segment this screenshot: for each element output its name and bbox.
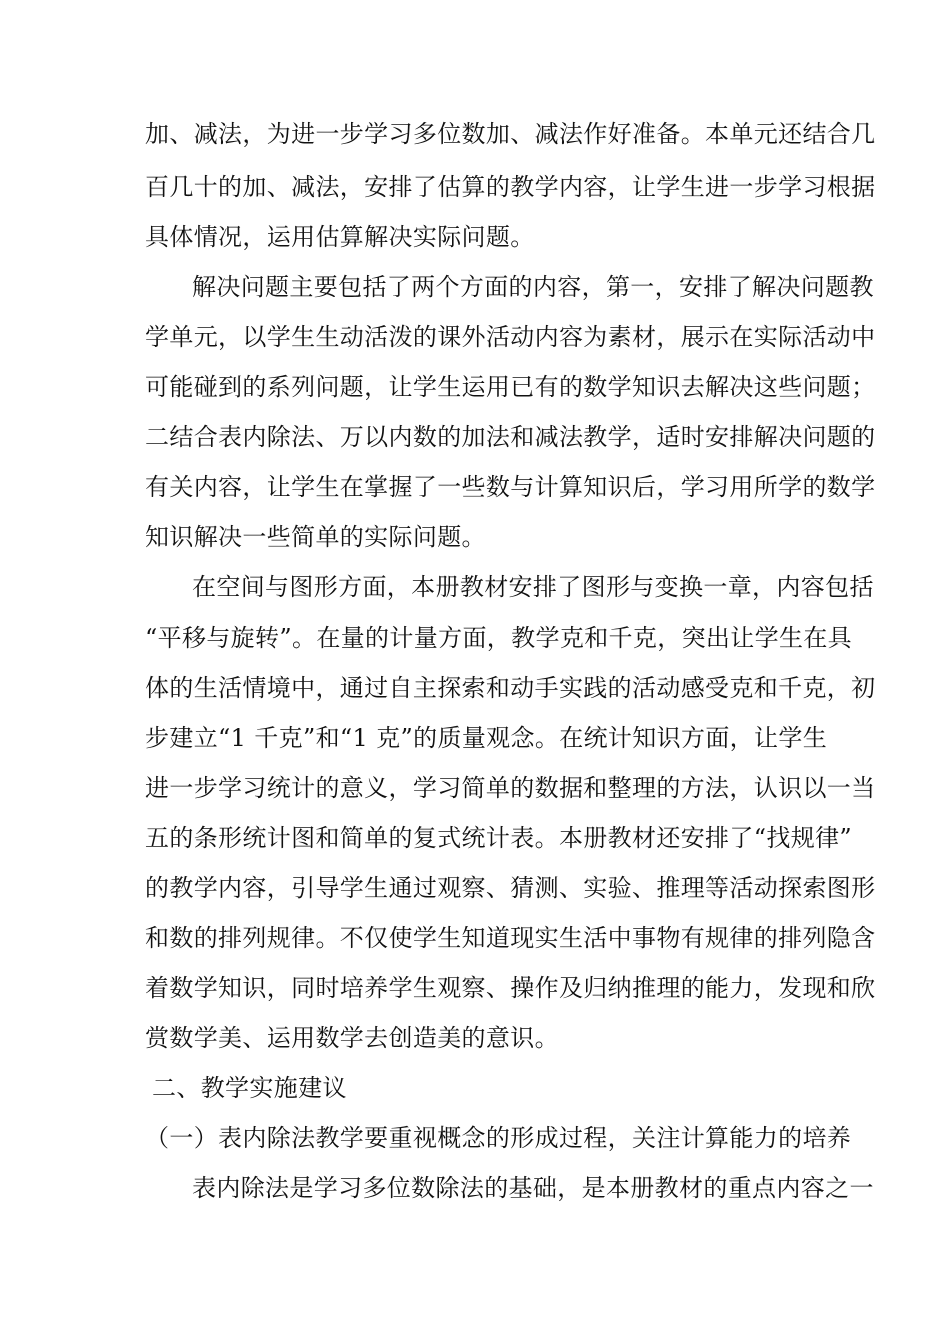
paragraph-2-line-5: 有关内容，让学生在掌握了一些数与计算知识后，学习用所学的数学	[145, 473, 876, 501]
paragraph-1-line-2: 百几十的加、减法，安排了估算的教学内容，让学生进一步学习根据	[145, 173, 876, 201]
paragraph-2-line-3: 可能碰到的系列问题，让学生运用已有的数学知识去解决这些问题；	[145, 373, 876, 401]
paragraph-3-line-4: 步建立“1 千克”和“1 克”的质量观念。在统计知识方面，让学生	[145, 724, 828, 752]
subsection-heading: （一）表内除法教学要重视概念的形成过程，关注计算能力的培养	[145, 1124, 852, 1152]
paragraph-2-line-1: 解决问题主要包括了两个方面的内容，第一，安排了解决问题教	[192, 273, 874, 301]
paragraph-3-line-5: 进一步学习统计的意义，学习简单的数据和整理的方法，认识以一当	[145, 774, 876, 802]
paragraph-3-line-3: 体的生活情境中，通过自主探索和动手实践的活动感受克和千克，初	[145, 674, 876, 702]
paragraph-2-line-4: 二结合表内除法、万以内数的加法和减法教学，适时安排解决问题的	[145, 423, 876, 451]
paragraph-3-line-9: 着数学知识，同时培养学生观察、操作及归纳推理的能力，发现和欣	[145, 974, 876, 1002]
paragraph-2-line-6: 知识解决一些简单的实际问题。	[145, 523, 486, 551]
paragraph-3-line-2: “平移与旋转”。在量的计量方面，教学克和千克，突出让学生在具	[145, 624, 853, 652]
paragraph-1-line-3: 具体情况，运用估算解决实际问题。	[145, 223, 535, 251]
paragraph-3-line-7: 的教学内容，引导学生通过观察、猜测、实验、推理等活动探索图形	[145, 874, 876, 902]
paragraph-4-line-1: 表内除法是学习多位数除法的基础，是本册教材的重点内容之一	[192, 1174, 874, 1202]
paragraph-2-line-2: 学单元，以学生生动活泼的课外活动内容为素材，展示在实际活动中	[145, 323, 876, 351]
section-heading: 二、教学实施建议	[152, 1074, 347, 1102]
paragraph-1-line-1: 加、减法，为进一步学习多位数加、减法作好准备。本单元还结合几	[145, 120, 876, 148]
paragraph-3-line-10: 赏数学美、运用数学去创造美的意识。	[145, 1024, 559, 1052]
paragraph-3-line-8: 和数的排列规律。不仅使学生知道现实生活中事物有规律的排列隐含	[145, 924, 876, 952]
paragraph-3-line-6: 五的条形统计图和简单的复式统计表。本册教材还安排了“找规律”	[145, 824, 853, 852]
paragraph-3-line-1: 在空间与图形方面，本册教材安排了图形与变换一章，内容包括	[192, 573, 874, 601]
